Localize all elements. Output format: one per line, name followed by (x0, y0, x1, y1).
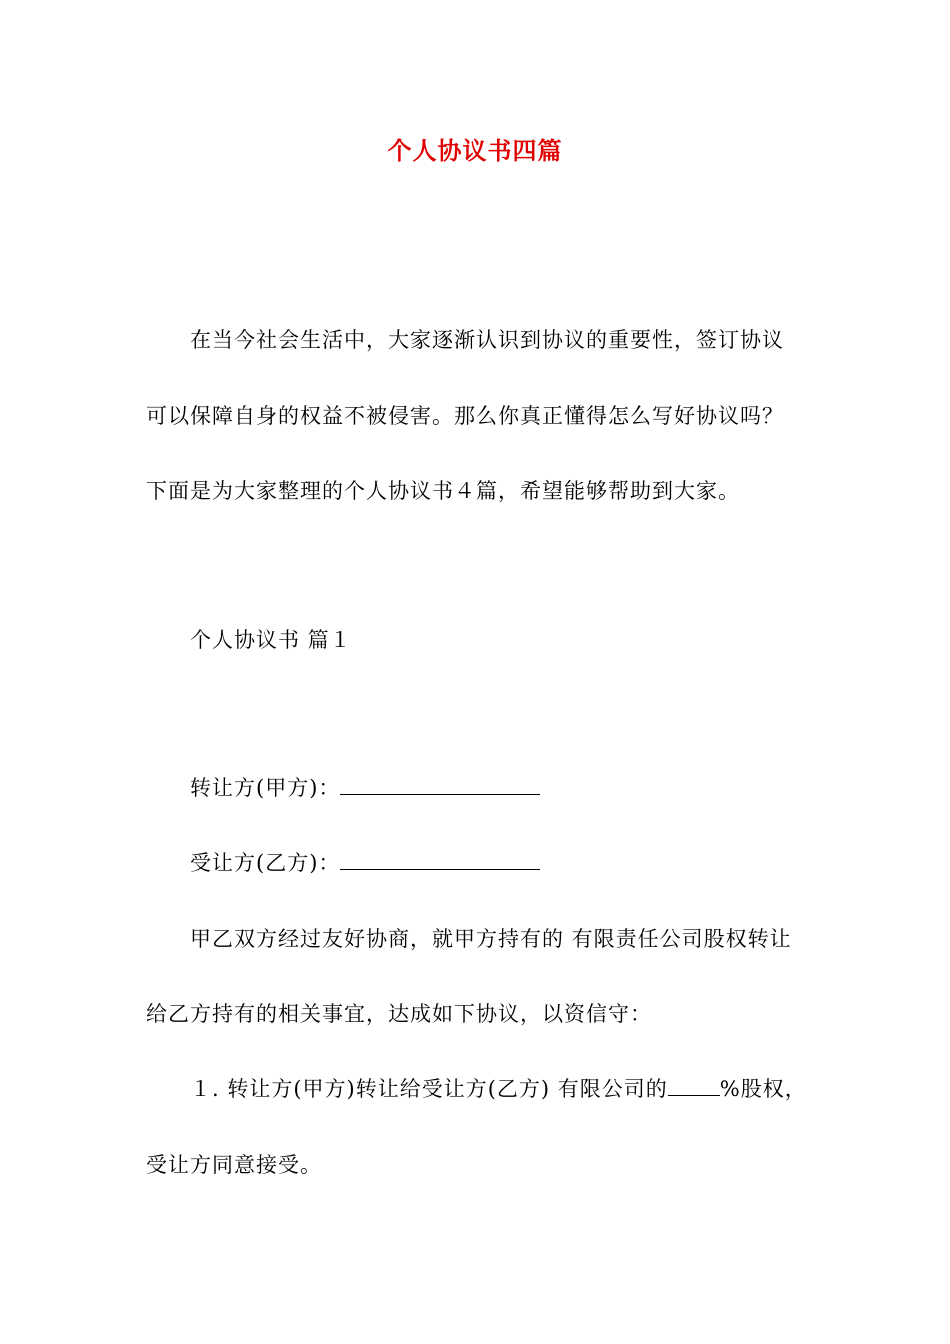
intro-line-1: 在当今社会生活中，大家逐渐认识到协议的重要性，签订协议 (190, 328, 784, 352)
party-b-row (190, 848, 540, 878)
party-b-label: 受让方(乙方)： (190, 851, 341, 875)
clause-intro-line-1: 甲乙双方经过友好协商，就甲方持有的 有限责任公司股权转让 (190, 927, 792, 951)
document-title: 个人协议书四篇 (387, 136, 563, 165)
clause-1-suffix: %股权， (719, 1077, 807, 1101)
party-a-row (190, 773, 540, 803)
intro-line-3: 下面是为大家整理的个人协议书４篇，希望能够帮助到大家。 (146, 479, 740, 503)
clause-1-text: １. 转让方(甲方)转让给受让方(乙方) 有限公司的 (190, 1077, 668, 1101)
clause-intro-line-2: 给乙方持有的相关事宜，达成如下协议，以资信守： (146, 1002, 652, 1026)
party-b-blank (340, 849, 540, 870)
intro-line-2: 可以保障自身的权益不被侵害。那么你真正懂得怎么写好协议吗？ (146, 404, 784, 428)
section-heading: 个人协议书 篇１ (190, 628, 352, 652)
party-a-blank (340, 774, 540, 795)
clause-1-row (190, 1074, 807, 1104)
clause-1-percent-blank (668, 1075, 720, 1096)
party-a-label: 转让方(甲方)： (190, 776, 341, 800)
clause-1-line-2: 受让方同意接受。 (146, 1153, 322, 1177)
